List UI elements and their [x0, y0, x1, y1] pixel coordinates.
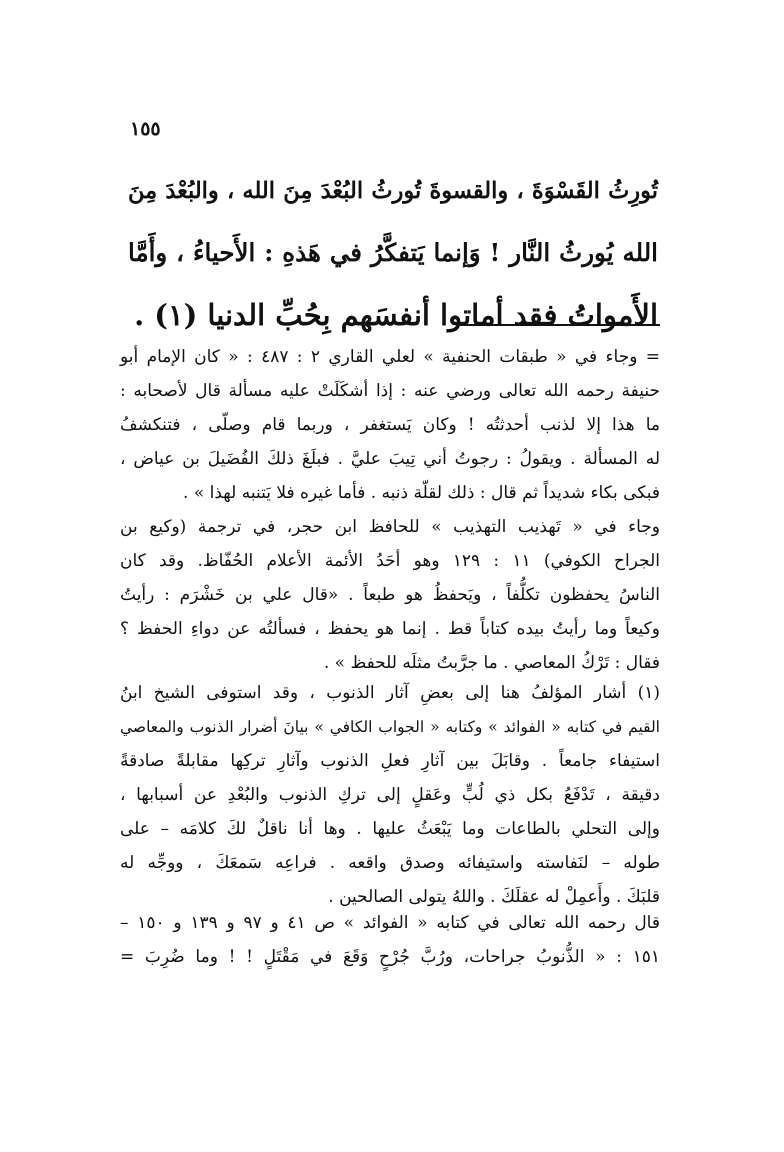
- footnote-line: استيفاء جامعاً . وقابَلَ بين آثارِ فعلِ الذنوب وآثارِ تركِها مقابلةً صادقةً: [120, 751, 660, 771]
- footnote-line: فقال : تَرْكُ المعاصي . ما جرَّبتُ مثلَه للحفظ » .: [323, 653, 660, 673]
- footnote-line: قال رحمه الله تعالى في كتابه « الفوائد » ص ٤١ و ٩٧ و ١٣٩ و ١٥٠ –: [120, 913, 660, 933]
- footnote-quote: [120, 906, 660, 974]
- footnote-line: (١) أشار المؤلفُ هنا إلى بعضِ آثار الذنوب ، وقد استوفى الشيخ ابنُ: [120, 683, 660, 703]
- footnote-line: له المسألة . ويقولُ : رجوتُ أني تِيبَ عليَّ . فبلَغَ ذلكَ الفُضَيلَ بن عياض ،: [120, 449, 660, 469]
- footnote-line: حنيفة رحمه الله تعالى ورضي عنه : إذا أشكَلَتْ عليه مسألة قال لأصحابه :: [120, 381, 660, 401]
- footnote-line: وكيعاً وما رأيتُ بيده كتاباً قط . إنما هو يحفظ ، فسألتُه عن دواءِ الحفظ ؟: [120, 619, 660, 639]
- footnote-line: فبكى بكاء شديداً ثم قال : ذلك لقلّة ذنبه . فأما غيره فلا يَتنبه لهذا » .: [183, 483, 660, 503]
- footnote-line: الناسُ يحفظون تكلُّفاً ، ويَحفظُ هو طبعاً . «قال علي بن خَشْرَم : رأيتُ: [120, 585, 660, 605]
- footnote-separator: [460, 324, 660, 326]
- footnote-1: [120, 676, 660, 914]
- footnote-line: ما هذا إلا لذنب أحدثتُه ! وكان يَستغفر ، وربما قام وصلّى ، فتنكشفُ: [120, 415, 660, 435]
- main-text-line: الأَمواتُ فقد أماتوا أنفسَهم بِحُبِّ الدنيا (١) .: [134, 298, 658, 332]
- footnote-line: الجراح الكوفي) ١١ : ١٢٩ وهو أحَدُ الأئمة الأعلام الحُفّاظ. وقد كان: [120, 551, 660, 571]
- footnote-line: دقيقة ، تَدْفَعُ بكل ذي لُبٍّ وعَقلٍ إلى تركِ الذنوب والبُعْدِ عن أسبابها ،: [120, 785, 660, 805]
- main-text-line: تُورِثُ القَسْوَةَ ، والقسوةَ تُورثُ البُعْدَ مِنَ الله ، والبُعْدَ مِنَ: [128, 178, 658, 204]
- footnote-continuation: [120, 340, 660, 510]
- main-text: [128, 160, 658, 346]
- footnote-line: القيم في كتابه « الفوائد » وكتابه « الجواب الكافي » بيانَ أضرار الذنوب والمعاصي: [120, 718, 660, 736]
- footnote-line: طوله – لنَفاسته واستيفائه وصدق واقعه . فراعِه سَمعَكَ ، ووجِّه له: [120, 853, 660, 873]
- footnote-line: وجاء في « تَهذيب التهذيب » للحافظ ابن حجر، في ترجمة (وكيع بن: [120, 517, 660, 537]
- page-number: ١٥٥: [130, 118, 161, 140]
- footnote-line: = وجاء في « طبقات الحنفية » لعلي القاري ٢ : ٤٨٧ : « كان الإمام أبو: [120, 347, 660, 367]
- footnote-line: قلبَكَ . وأَعمِلْ له عقلَكَ . واللهُ يتولى الصالحين .: [328, 887, 660, 907]
- footnote-paragraph: [120, 510, 660, 680]
- main-text-line: الله يُورثُ النَّار ! وَإنما يَتفكَّرُ في هَذهِ : الأَحياءُ ، وأَمَّا: [128, 238, 658, 267]
- footnote-line: وإلى التحلي بالطاعات وما يَبْعَثُ عليها . وها أنا ناقلٌ لكَ كلامَه – على: [120, 819, 660, 839]
- footnote-line: ١٥١ : « الذُّنوبُ جراحات، ورُبَّ جُرْحٍ وَقَعَ في مَقْتَلٍ ! ! وما ضُرِبَ =: [120, 947, 660, 967]
